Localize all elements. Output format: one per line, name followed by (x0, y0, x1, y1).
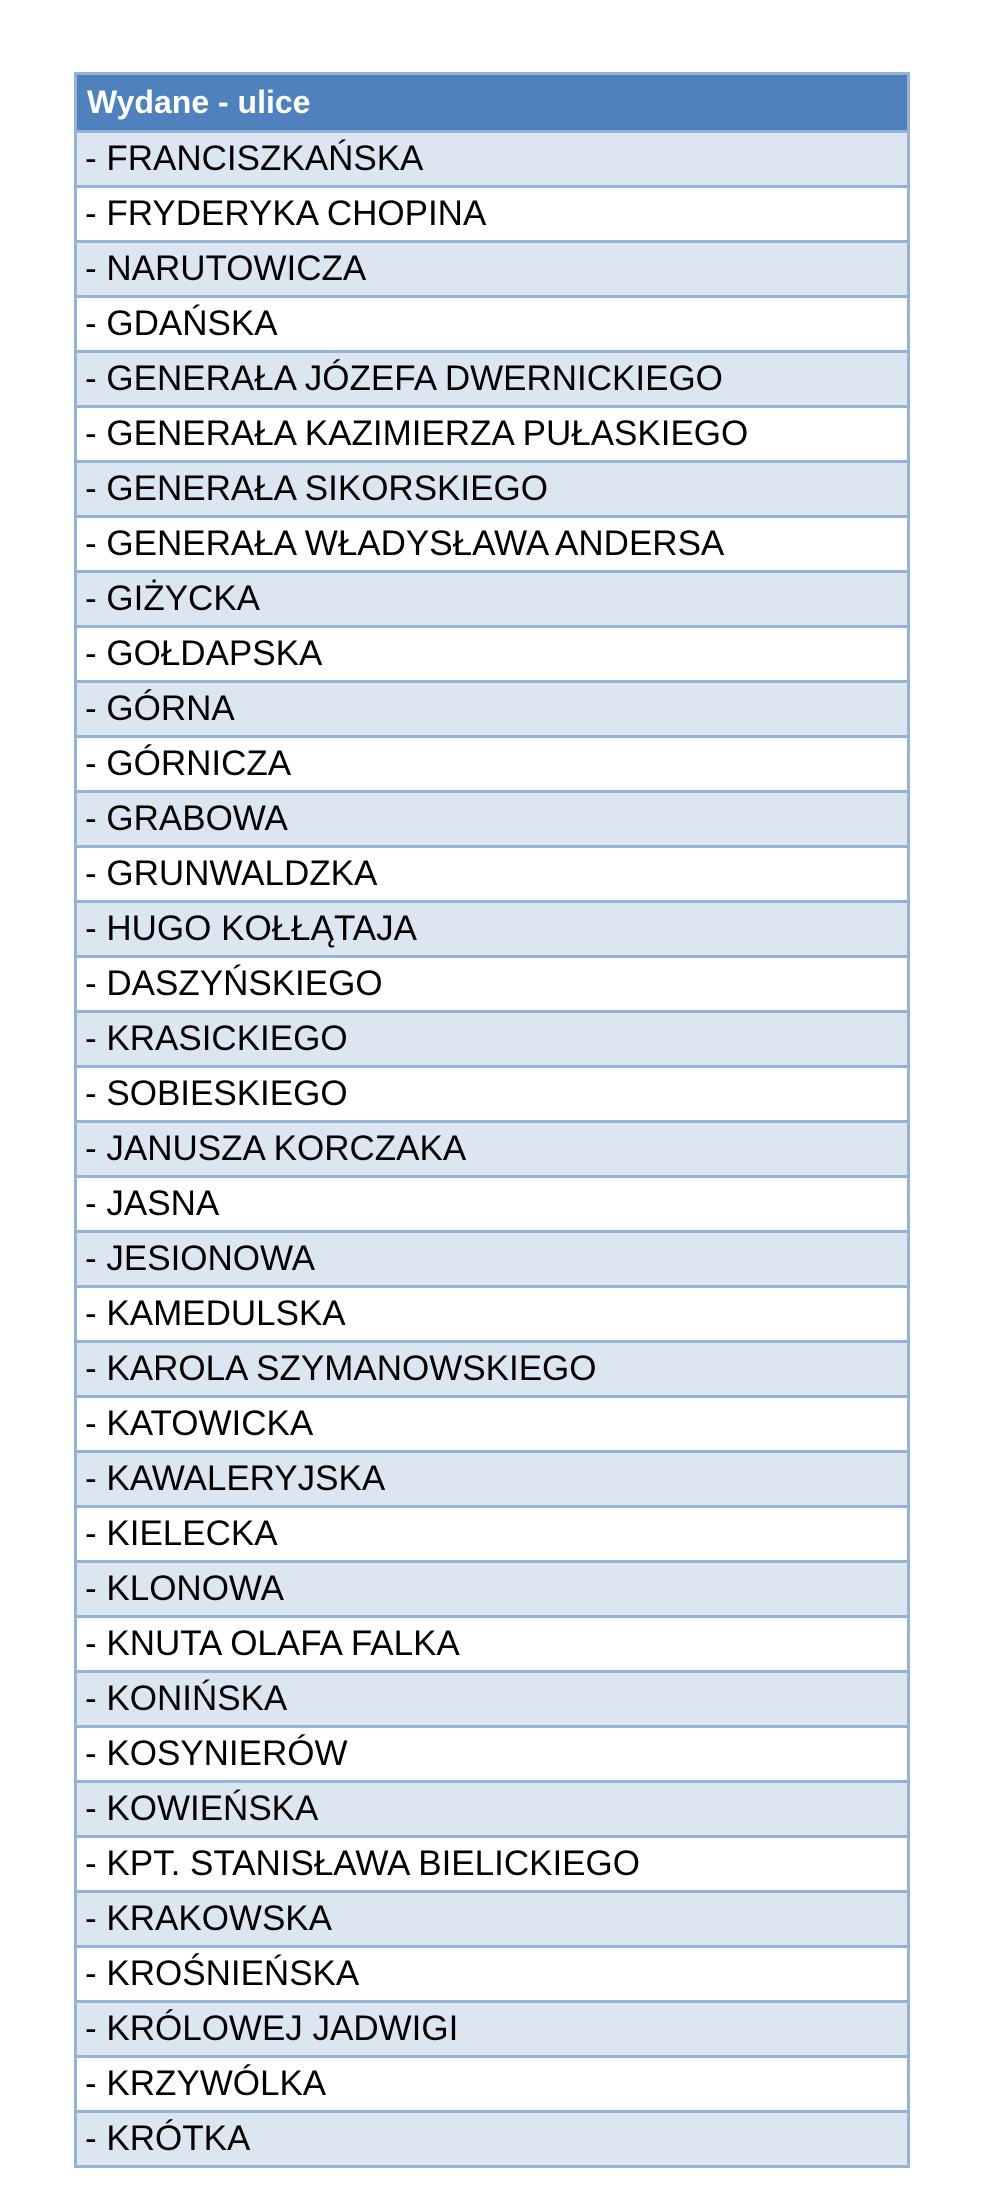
table-row: - GÓRNA (77, 680, 907, 735)
table-row: - KRÓTKA (77, 2110, 907, 2165)
table-body (77, 130, 907, 2165)
table-row: - DASZYŃSKIEGO (77, 955, 907, 1010)
table-row: - KRÓLOWEJ JADWIGI (77, 2000, 907, 2055)
table-row: - GÓRNICZA (77, 735, 907, 790)
table-row: - KRAKOWSKA (77, 1890, 907, 1945)
table-row: - JESIONOWA (77, 1230, 907, 1285)
table-row: - JANUSZA KORCZAKA (77, 1120, 907, 1175)
table-header: Wydane - ulice (77, 75, 907, 130)
table-row: - KRASICKIEGO (77, 1010, 907, 1065)
table-row: - KOWIEŃSKA (77, 1780, 907, 1835)
table-row: - GOŁDAPSKA (77, 625, 907, 680)
table-row: - NARUTOWICZA (77, 240, 907, 295)
table-row: - KAWALERYJSKA (77, 1450, 907, 1505)
table-row: - KPT. STANISŁAWA BIELICKIEGO (77, 1835, 907, 1890)
table-row: - KROŚNIEŃSKA (77, 1945, 907, 2000)
table-row: - KAROLA SZYMANOWSKIEGO (77, 1340, 907, 1395)
table-row: - KAMEDULSKA (77, 1285, 907, 1340)
table-row: - KLONOWA (77, 1560, 907, 1615)
table-row: - KOSYNIERÓW (77, 1725, 907, 1780)
streets-table (74, 72, 910, 2168)
table-row: - HUGO KOŁŁĄTAJA (77, 900, 907, 955)
table-row: - KNUTA OLAFA FALKA (77, 1615, 907, 1670)
table-row: - GENERAŁA KAZIMIERZA PUŁASKIEGO (77, 405, 907, 460)
table-row: - KATOWICKA (77, 1395, 907, 1450)
table-row: - JASNA (77, 1175, 907, 1230)
table-row: - GDAŃSKA (77, 295, 907, 350)
table-row: - GIŻYCKA (77, 570, 907, 625)
table-row: - GRUNWALDZKA (77, 845, 907, 900)
table-row: - KIELECKA (77, 1505, 907, 1560)
table-row: - GENERAŁA JÓZEFA DWERNICKIEGO (77, 350, 907, 405)
table-row: - FRANCISZKAŃSKA (77, 130, 907, 185)
table-row: - KRZYWÓLKA (77, 2055, 907, 2110)
table-row: - FRYDERYKA CHOPINA (77, 185, 907, 240)
table-row: - GENERAŁA WŁADYSŁAWA ANDERSA (77, 515, 907, 570)
table-row: - SOBIESKIEGO (77, 1065, 907, 1120)
table-row: - KONIŃSKA (77, 1670, 907, 1725)
table-row: - GRABOWA (77, 790, 907, 845)
table-row: - GENERAŁA SIKORSKIEGO (77, 460, 907, 515)
